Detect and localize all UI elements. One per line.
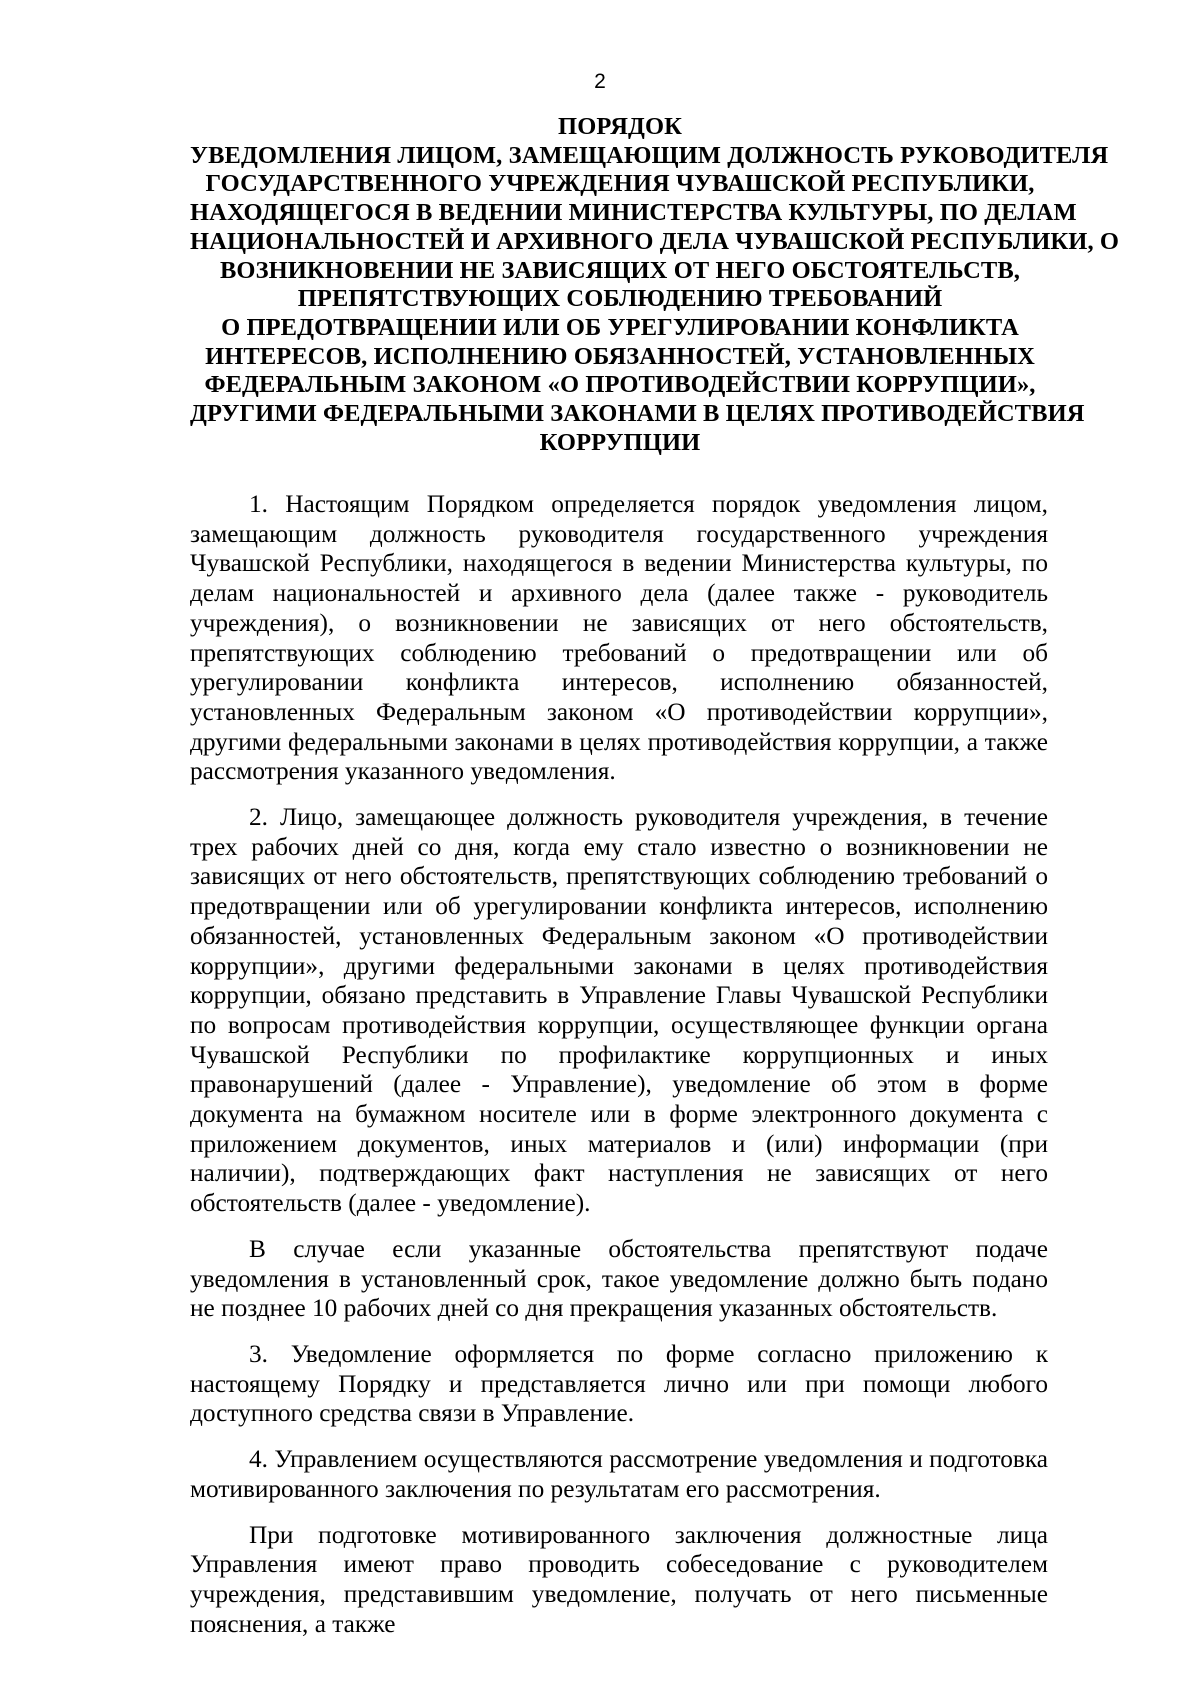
title-line: ФЕДЕРАЛЬНЫМ ЗАКОНОМ «О ПРОТИВОДЕЙСТВИИ КОРРУПЦИИ», [204, 371, 1036, 399]
title-line: ДРУГИМИ ФЕДЕРАЛЬНЫМИ ЗАКОНАМИ В ЦЕЛЯХ ПРОТИВОДЕЙСТВИЯ [190, 400, 1085, 428]
title-line: ГОСУДАРСТВЕННОГО УЧРЕЖДЕНИЯ ЧУВАШСКОЙ РЕСПУБЛИКИ, [205, 170, 1035, 198]
title-line: ПРЕПЯТСТВУЮЩИХ СОБЛЮДЕНИЮ ТРЕБОВАНИЙ [297, 285, 943, 313]
paragraph-4-continuation: При подготовке мотивированного заключения должностные лица Управления имеют право проводить собеседование с руководителем учреждения, представившим уведомление, получать от него письменные пояснения, а также [190, 1520, 1048, 1638]
paragraph-2: 2. Лицо, замещающее должность руководителя учреждения, в течение трех рабочих дней со дня, когда ему стало известно о возникновении не зависящих от него обстоятельств, препятствующих соблюдению требований о предотвращении или об урегулировании конфликта интересов, исполнению обязанностей, установленных Федеральным законом «О противодействии коррупции», другими федеральными законами в целях противодействия коррупции, обязано представить в Управление Главы Чувашской Республики по вопросам противодействия коррупции, осуществляющее функции органа Чувашской Республики по профилактике коррупционных и иных правонарушений (далее - Управление), уведомление об этом в форме документа на бумажном носителе или в форме электронного документа с приложением документов, иных материалов и (или) информации (при наличии), подтверждающих факт наступления не зависящих от него обстоятельств (далее - уведомление). [190, 803, 1048, 1218]
page-number: 2 [594, 70, 606, 93]
title-line: НАЦИОНАЛЬНОСТЕЙ И АРХИВНОГО ДЕЛА ЧУВАШСКОЙ РЕСПУБЛИКИ, О [190, 227, 1120, 255]
paragraph-3: 3. Уведомление оформляется по форме согласно приложению к настоящему Порядку и представляется лично или при помощи любого доступного средства связи в Управление. [190, 1339, 1048, 1428]
title-line: ВОЗНИКНОВЕНИИ НЕ ЗАВИСЯЩИХ ОТ НЕГО ОБСТОЯТЕЛЬСТВ, [219, 256, 1021, 284]
document-title [190, 113, 1120, 457]
title-line: НАХОДЯЩЕГОСЯ В ВЕДЕНИИ МИНИСТЕРСТВА КУЛЬТУРЫ, ПО ДЕЛАМ [190, 199, 1077, 227]
paragraph-2-continuation: В случае если указанные обстоятельства препятствуют подаче уведомления в установленный срок, такое уведомление должно быть подано не позднее 10 рабочих дней со дня прекращения указанных обстоятельств. [190, 1234, 1048, 1323]
title-line: ПОРЯДОК [558, 113, 682, 140]
title-line: О ПРЕДОТВРАЩЕНИИ ИЛИ ОБ УРЕГУЛИРОВАНИИ КОНФЛИКТА [221, 313, 1019, 341]
paragraph-1: 1. Настоящим Порядком определяется порядок уведомления лицом, замещающим должность руководителя государственного учреждения Чувашской Республики, находящегося в ведении Министерства культуры, по делам национальностей и архивного дела (далее также - руководитель учреждения), о возникновении не зависящих от него обстоятельств, препятствующих соблюдению требований о предотвращении или об урегулировании конфликта интересов, исполнению обязанностей, установленных Федеральным законом «О противодействии коррупции», другими федеральными законами в целях противодействия коррупции, а также рассмотрения указанного уведомления. [190, 490, 1048, 786]
paragraph-4: 4. Управлением осуществляются рассмотрение уведомления и подготовка мотивированного заключения по результатам его рассмотрения. [190, 1445, 1048, 1503]
document-body [190, 490, 1048, 1639]
title-line: КОРРУПЦИИ [539, 428, 701, 456]
title-line: УВЕДОМЛЕНИЯ ЛИЦОМ, ЗАМЕЩАЮЩИМ ДОЛЖНОСТЬ РУКОВОДИТЕЛЯ [190, 141, 1109, 169]
title-line: ИНТЕРЕСОВ, ИСПОЛНЕНИЮ ОБЯЗАННОСТЕЙ, УСТАНОВЛЕННЫХ [205, 342, 1035, 370]
